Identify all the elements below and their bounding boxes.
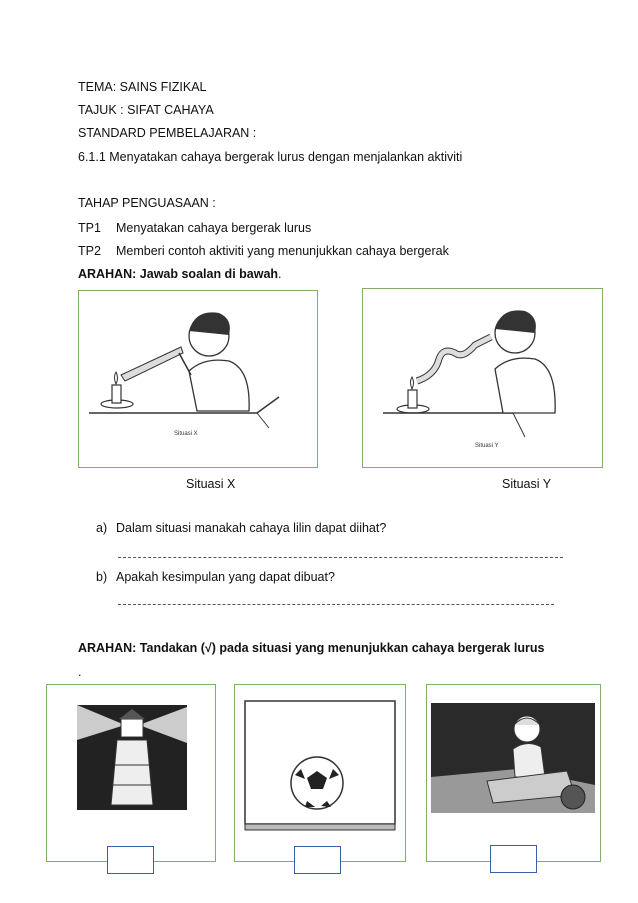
standard-item: 6.1.1 Menyatakan cahaya bergerak lurus dengan menjalankan aktiviti: [78, 150, 463, 164]
situasi-y-image: [362, 288, 603, 468]
section2-instruction: ARAHAN: Tandakan (√) pada situasi yang menunjukkan cahaya bergerak lurus: [78, 641, 545, 655]
question-b: b) Apakah kesimpulan yang dapat dibuat?: [96, 570, 335, 584]
standard-heading: STANDARD PEMBELAJARAN :: [78, 126, 257, 140]
tick-box-lighthouse[interactable]: [107, 846, 154, 874]
section1-instruction: ARAHAN: Jawab soalan di bawah.: [78, 267, 282, 281]
answer-line-b[interactable]: [118, 604, 554, 605]
tick-box-motorcyclist[interactable]: [490, 845, 537, 873]
situasi-x-image: [78, 290, 318, 468]
tahap-heading: TAHAP PENGUASAAN :: [78, 196, 216, 210]
football-image: [234, 684, 406, 862]
tp2-text: Memberi contoh aktiviti yang menunjukkan cahaya bergerak: [116, 244, 449, 258]
tajuk-line: TAJUK : SIFAT CAHAYA: [78, 103, 214, 117]
caption-situasi-x: Situasi X: [186, 477, 236, 491]
lighthouse-image: [46, 684, 216, 862]
question-a: a) Dalam situasi manakah cahaya lilin dapat diihat?: [96, 521, 387, 535]
situasi-x-label: Situasi X: [174, 431, 198, 437]
tick-box-football[interactable]: [294, 846, 341, 874]
situasi-y-label: Situasi Y: [475, 443, 499, 449]
section2-trailing: .: [78, 665, 82, 679]
caption-situasi-y: Situasi Y: [502, 477, 552, 491]
tema-line: TEMA: SAINS FIZIKAL: [78, 80, 207, 94]
answer-line-a[interactable]: [118, 557, 563, 558]
tp1-text: Menyatakan cahaya bergerak lurus: [116, 221, 312, 235]
tp1-code: TP1: [78, 221, 101, 235]
motorcyclist-image: [426, 684, 601, 862]
tp2-code: TP2: [78, 244, 101, 258]
